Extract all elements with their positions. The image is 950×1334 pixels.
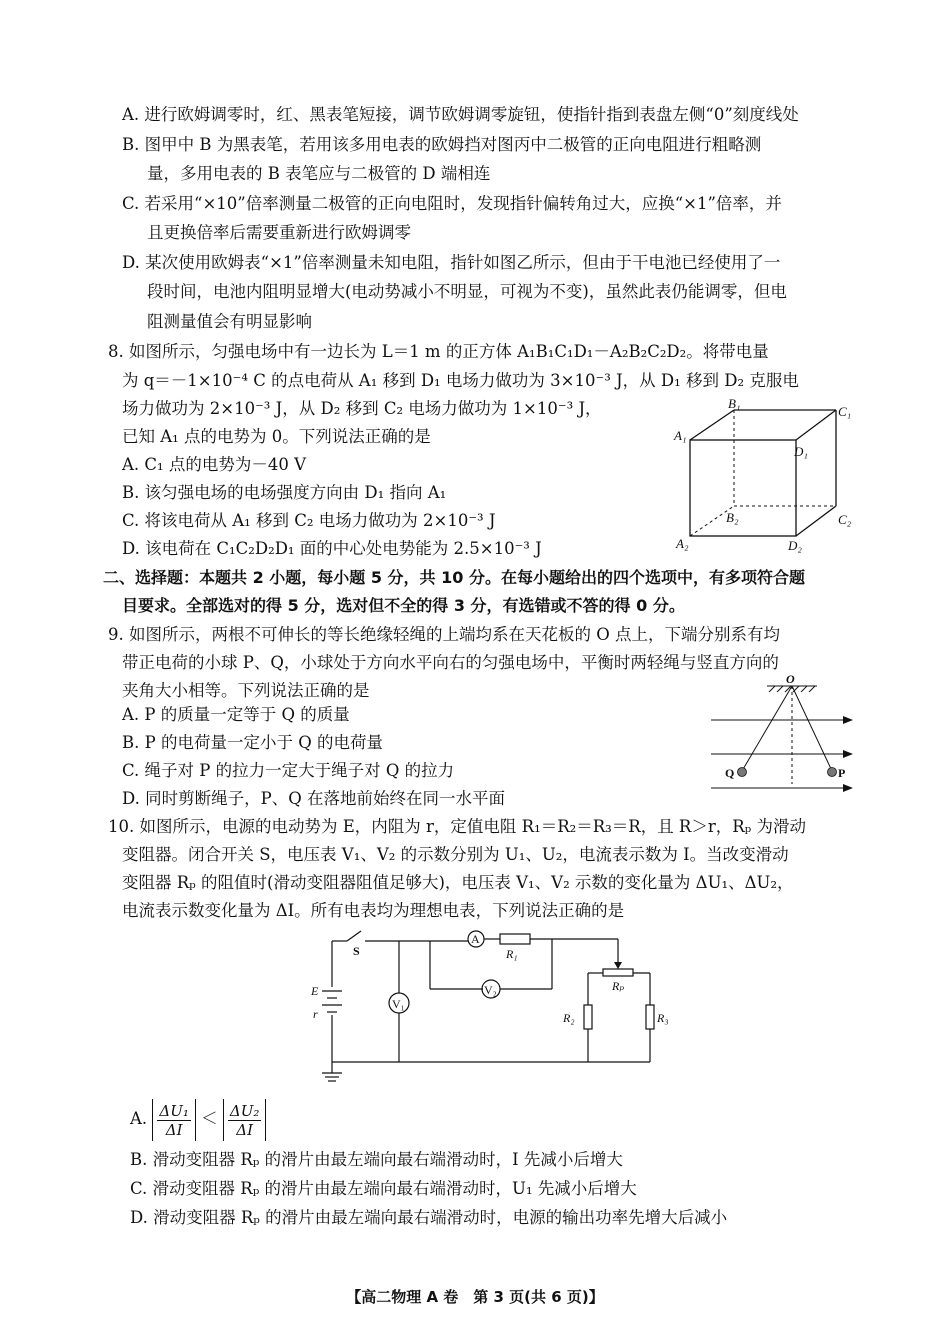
q7-option-b-line2: 量，多用电表的 B 表笔应与二极管的 D 端相连 [147, 164, 491, 183]
less-than-sign: ＜ [201, 1109, 218, 1128]
frac2-denominator: ΔI [236, 1120, 254, 1139]
label-o: O [786, 672, 795, 686]
q7-option-d-line1: D. 某次使用欧姆表“×1”倍率测量未知电阻，指针如图乙所示，但由于干电池已经使用了一 [122, 253, 781, 272]
label-rp: Rₚ [612, 979, 625, 993]
label-r: r [313, 1007, 318, 1021]
q7-option-a: A. 进行欧姆调零时，红、黑表笔短接，调节欧姆调零旋钮，使指针指到表盘左侧“0”刻度线处 [122, 105, 799, 124]
q10-option-c: C. 滑动变阻器 Rₚ 的滑片由最左端向最右端滑动时，U₁ 先减小后增大 [130, 1179, 637, 1198]
q10-option-d: D. 滑动变阻器 Rₚ 的滑片由最左端向最右端滑动时，电源的输出功率先增大后减小 [130, 1208, 728, 1227]
q8-stem-line2: 为 q＝－1×10⁻⁴ C 的点电荷从 A₁ 移到 D₁ 电场力做功为 3×10⁻³ J，从 D₁ 移到 D₂ 克服电 [122, 371, 799, 390]
q10-stem-line2: 变阻器。闭合开关 S，电压表 V₁、V₂ 的示数分别为 U₁、U₂，电流表示数为 I。当改变滑动 [122, 845, 789, 864]
cube-figure [670, 398, 860, 558]
label-a1: A₁ [674, 428, 687, 443]
q9-option-d: D. 同时剪断绳子，P、Q 在落地前始终在同一水平面 [122, 789, 506, 808]
q7-option-b-line1: B. 图甲中 B 为黑表笔，若用该多用电表的欧姆挡对图丙中二极管的正向电阻进行粗略测 [122, 135, 762, 154]
label-d1: D₁ [794, 444, 808, 459]
q8-stem-line4: 已知 A₁ 点的电势为 0。下列说法正确的是 [122, 427, 431, 446]
label-ammeter: A [471, 932, 480, 946]
q10-option-a [130, 1096, 266, 1142]
q9-option-c: C. 绳子对 P 的拉力一定大于绳子对 Q 的拉力 [122, 761, 455, 780]
q9-option-a: A. P 的质量一定等于 Q 的质量 [122, 705, 350, 724]
label-d2: D₂ [788, 538, 802, 553]
label-q: Q [725, 766, 735, 780]
q10-stem-line3: 变阻器 Rₚ 的阻值时(滑动变阻器阻值足够大)，电压表 V₁、V₂ 示数的变化量为 ΔU₁、ΔU₂， [122, 873, 794, 892]
label-v2: V₂ [484, 983, 497, 997]
page-footer: 【高二物理 A 卷 第 3 页(共 6 页)】 [346, 1288, 604, 1306]
q10-option-b: B. 滑动变阻器 Rₚ 的滑片由最左端向最右端滑动时，I 先减小后增大 [130, 1150, 623, 1169]
label-e: E [311, 984, 319, 998]
frac2-numerator: ΔU₂ [229, 1101, 260, 1120]
label-r2: R₂ [563, 1011, 575, 1025]
section-2-heading-line2: 目要求。全部选对的得 5 分，选对但不全的得 3 分，有选错或不答的得 0 分。 [122, 596, 685, 615]
label-a2: A₂ [676, 536, 689, 551]
q8-option-c: C. 将该电荷从 A₁ 移到 C₂ 电场力做功为 2×10⁻³ J [122, 511, 496, 530]
label-c2: C₂ [838, 512, 852, 527]
frac1-denominator: ΔI [165, 1120, 183, 1139]
q8-stem-line3: 场力做功为 2×10⁻³ J，从 D₂ 移到 C₂ 电场力做功为 1×10⁻³ J， [122, 399, 602, 418]
label-b2: B₂ [726, 510, 739, 525]
q9-stem-line1: 9. 如图所示，两根不可伸长的等长绝缘轻绳的上端均系在天花板的 O 点上，下端分别系有均 [108, 625, 781, 644]
section-2-heading-line1: 二、选择题：本题共 2 小题，每小题 5 分，共 10 分。在每小题给出的四个选项中，有多项符合题 [103, 568, 805, 587]
label-p: P [838, 766, 846, 780]
q8-option-b: B. 该匀强电场的电场强度方向由 D₁ 指向 A₁ [122, 483, 447, 502]
abs-fraction-left [152, 1099, 196, 1141]
q7-option-d-line3: 阻测量值会有明显影响 [147, 312, 312, 331]
q8-option-d: D. 该电荷在 C₁C₂D₂D₁ 面的中心处电势能为 2.5×10⁻³ J [122, 539, 542, 558]
pendulum-field-figure [705, 672, 860, 797]
circuit-figure [305, 925, 675, 1090]
label-s: S [353, 944, 360, 958]
label-r1: R₁ [506, 947, 518, 961]
q7-option-c-line1: C. 若采用“×10”倍率测量二极管的正向电阻时，发现指针偏转角过大，应换“×1”倍率，并 [122, 194, 782, 213]
frac1-numerator: ΔU₁ [159, 1101, 189, 1120]
q8-option-a: A. C₁ 点的电势为－40 V [122, 455, 307, 474]
label-b1: B₁ [728, 398, 741, 411]
q10-stem-line4: 电流表示数变化量为 ΔI。所有电表均为理想电表，下列说法正确的是 [122, 901, 625, 920]
q9-stem-line2: 带正电荷的小球 P、Q，小球处于方向水平向右的匀强电场中，平衡时两轻绳与竖直方向的 [122, 653, 779, 672]
q10-option-a-label: A. [130, 1109, 148, 1128]
q10-stem-line1: 10. 如图所示，电源的电动势为 E，内阻为 r，定值电阻 R₁＝R₂＝R₃＝R，且 R＞r，Rₚ 为滑动 [108, 817, 807, 836]
q7-option-d-line2: 段时间，电池内阻明显增大(电动势减小不明显，可视为不变)，虽然此表仍能调零，但电 [147, 282, 787, 301]
q7-option-c-line2: 且更换倍率后需要重新进行欧姆调零 [147, 223, 411, 242]
abs-fraction-right [223, 1099, 267, 1141]
label-v1: V₁ [392, 997, 405, 1011]
q8-stem-line1: 8. 如图所示，匀强电场中有一边长为 L＝1 m 的正方体 A₁B₁C₁D₁－A₂B₂C₂D₂。将带电量 [108, 342, 769, 361]
q9-stem-line3: 夹角大小相等。下列说法正确的是 [122, 681, 370, 700]
q9-option-b: B. P 的电荷量一定小于 Q 的电荷量 [122, 733, 383, 752]
label-r3: R₃ [657, 1011, 669, 1025]
label-c1: C₁ [838, 404, 852, 419]
